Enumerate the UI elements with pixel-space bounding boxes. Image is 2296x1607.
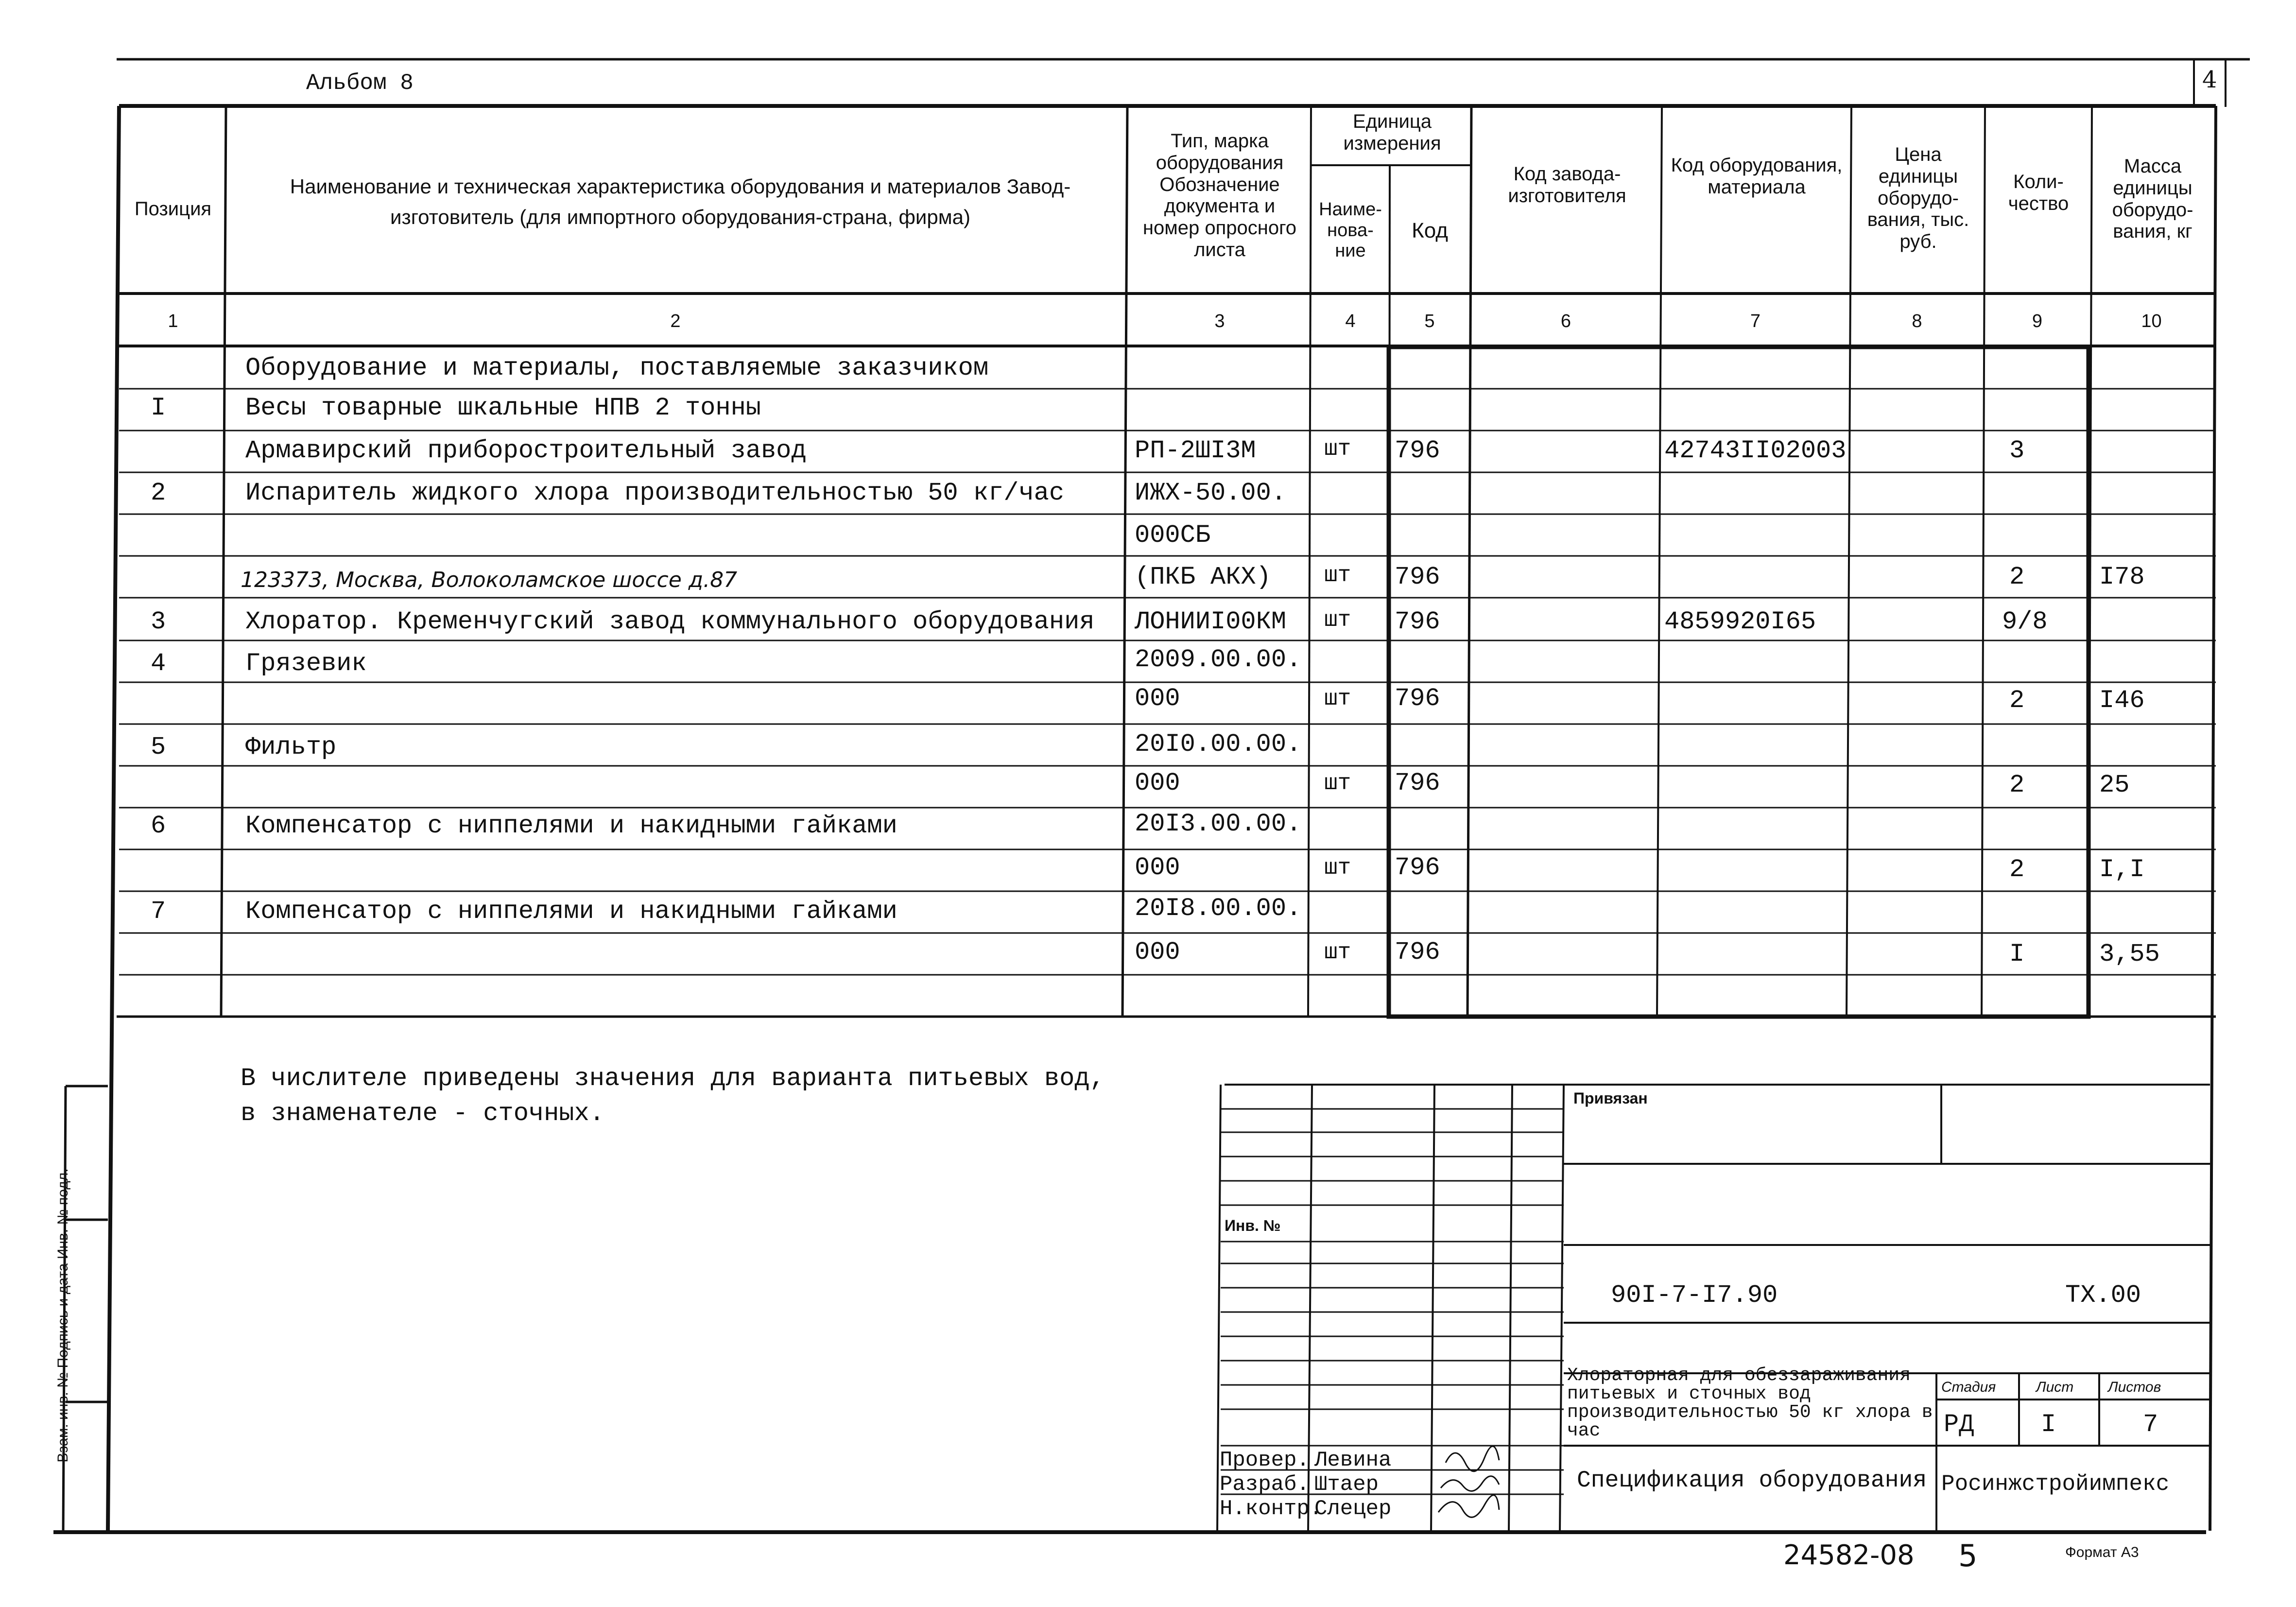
row-11-name: Компенсатор с ниппелями и накидными гайками: [245, 812, 898, 840]
header-unit-name: Наиме-нова-ние: [1319, 199, 1382, 261]
role-norm-control: Н.контр.: [1220, 1497, 1323, 1521]
stage-value: РД: [1944, 1410, 1974, 1439]
row-3-name: Испаритель жидкого хлора производительностью 50 кг/час: [245, 479, 1065, 507]
row-1-name: Весы товарные шкальные НПВ 2 тонны: [245, 394, 761, 422]
sheets-value: 7: [2143, 1410, 2158, 1439]
row-12-mass: I,I: [2099, 855, 2145, 884]
header-price: Цена единицы оборудо-вания, тыс. руб.: [1867, 144, 1969, 253]
sheet-label: Лист: [2036, 1379, 2074, 1395]
row-9-type: 20I0.00.00.: [1135, 730, 1302, 759]
header-unit: Единица измерения: [1343, 111, 1441, 154]
doc-code: 90I-7-I7.90: [1611, 1281, 1778, 1310]
privyazan-label: Привязан: [1573, 1089, 1648, 1107]
row-5-mass: I78: [2099, 563, 2145, 591]
row-12-code: 796: [1395, 853, 1440, 882]
row-2-name: Армавирский приборостроительный завод: [245, 436, 807, 465]
row-4-type: 000СБ: [1135, 521, 1211, 550]
section-title: Оборудование и материалы, поставляемые заказчиком: [245, 354, 989, 382]
project-title: Хлораторная для обеззараживания питьевых и сточных вод производительностью 50 кг хлора в час: [1567, 1365, 1933, 1441]
inv-no-label: Инв. №: [1225, 1217, 1281, 1234]
sheets-label: Листов: [2108, 1379, 2161, 1395]
row-5-type: (ПКБ АКХ): [1135, 563, 1271, 591]
row-7-position: 4: [151, 649, 166, 678]
footer-number: 24582-08: [1783, 1539, 1915, 1571]
row-14-mass: 3,55: [2099, 940, 2160, 968]
row-6-type: ЛОНИИI00КМ: [1135, 607, 1287, 636]
header-name: Наименование и техническая характеристика оборудования и материалов Завод-изготовитель (для импортного оборудования-страна, фирма): [290, 175, 1071, 228]
row-6-position: 3: [151, 607, 166, 636]
row-10-qty: 2: [2009, 771, 2025, 799]
name-developer: Штаер: [1314, 1472, 1379, 1497]
doc-mark: ТХ.00: [2065, 1281, 2141, 1310]
row-12-type: 000: [1135, 853, 1180, 882]
row-5-unit: шт: [1324, 563, 1351, 588]
header-unit-code: Код: [1412, 219, 1448, 242]
row-6-equip-code: 4859920I65: [1664, 607, 1816, 636]
side-labels: Взам. инв. № Подпись и дата Инв. № подл.: [55, 1168, 71, 1463]
row-2-unit: шт: [1324, 436, 1351, 462]
album-label: Альбом 8: [306, 70, 414, 96]
row-14-code: 796: [1395, 938, 1440, 967]
row-9-name: Фильтр: [245, 733, 337, 761]
handwritten-address: 123373, Москва, Волоколамское шоссе д.87: [241, 568, 738, 592]
row-7-name: Грязевик: [245, 649, 367, 678]
row-8-qty: 2: [2009, 686, 2025, 715]
row-9-position: 5: [151, 733, 166, 761]
row-12-unit: шт: [1324, 855, 1351, 881]
row-14-qty: I: [2009, 940, 2025, 968]
header-type: Тип, марка оборудования Обозначение документа и номер опросного листа: [1142, 130, 1297, 260]
row-13-position: 7: [151, 897, 166, 926]
row-10-type: 000: [1135, 769, 1180, 797]
header-mass: Масса единицы оборудо-вания, кг: [2112, 156, 2193, 242]
row-11-type: 20I3.00.00.: [1135, 810, 1302, 838]
row-8-mass: I46: [2099, 686, 2145, 715]
note-line-1: В числителе приведены значения для варианта питьевых вод,: [241, 1064, 1105, 1093]
row-13-name: Компенсатор с ниппелями и накидными гайками: [245, 897, 898, 926]
footer-page: 5: [1958, 1538, 1978, 1573]
row-8-unit: шт: [1324, 686, 1351, 711]
col-number-8: 8: [1912, 311, 1922, 331]
name-norm-control: Слецер: [1314, 1497, 1392, 1521]
row-5-qty: 2: [2009, 563, 2025, 591]
row-10-unit: шт: [1324, 771, 1351, 796]
col-number-6: 6: [1560, 311, 1571, 331]
role-developer: Разраб.: [1220, 1472, 1310, 1497]
row-11-position: 6: [151, 812, 166, 840]
row-5-code: 796: [1395, 563, 1440, 591]
row-13-type: 20I8.00.00.: [1135, 894, 1302, 923]
row-14-type: 000: [1135, 938, 1180, 967]
row-8-code: 796: [1395, 684, 1440, 713]
col-number-4: 4: [1345, 311, 1356, 331]
doc-title: Спецификация оборудования: [1577, 1468, 1927, 1494]
col-number-7: 7: [1750, 311, 1761, 331]
row-10-code: 796: [1395, 769, 1440, 797]
col-number-3: 3: [1214, 311, 1225, 331]
row-1-position: I: [151, 394, 166, 422]
row-7-type: 2009.00.00.: [1135, 645, 1302, 674]
col-number-1: 1: [168, 311, 178, 331]
row-3-position: 2: [151, 479, 166, 507]
col-number-5: 5: [1424, 311, 1435, 331]
row-2-type: РП-2ШI3М: [1135, 436, 1256, 465]
header-position: Позиция: [134, 198, 212, 220]
name-checker: Левина: [1314, 1448, 1392, 1472]
row-10-mass: 25: [2099, 771, 2130, 799]
col-number-10: 10: [2141, 311, 2162, 331]
col-number-2: 2: [670, 311, 681, 331]
role-checker: Провер.: [1220, 1448, 1310, 1472]
row-2-qty: 3: [2009, 436, 2025, 465]
row-8-type: 000: [1135, 684, 1180, 713]
row-12-qty: 2: [2009, 855, 2025, 884]
header-qty: Коли-чество: [2008, 171, 2069, 214]
sheet-value: I: [2041, 1410, 2056, 1439]
row-3-type: ИЖХ-50.00.: [1135, 479, 1287, 507]
row-2-code: 796: [1395, 436, 1440, 465]
row-2-equip-code: 42743II02003: [1664, 436, 1847, 465]
row-6-name: Хлоратор. Кременчугский завод коммунального оборудования: [245, 607, 1095, 636]
footer-format: Формат А3: [2065, 1544, 2139, 1560]
note-line-2: в знаменателе - сточных.: [241, 1099, 604, 1128]
header-equip-code: Код оборудования, материала: [1671, 155, 1843, 198]
col-number-9: 9: [2032, 311, 2043, 331]
sheet-corner-number: 4: [2202, 66, 2217, 93]
row-6-qty: 9/8: [2002, 607, 2048, 636]
organization: Росинжстройимпекс: [1941, 1471, 2170, 1497]
row-6-unit: шт: [1324, 607, 1351, 633]
stage-label: Стадия: [1941, 1379, 1996, 1395]
row-14-unit: шт: [1324, 940, 1351, 965]
row-6-code: 796: [1395, 607, 1440, 636]
header-maker-code: Код завода-изготовителя: [1508, 163, 1626, 207]
